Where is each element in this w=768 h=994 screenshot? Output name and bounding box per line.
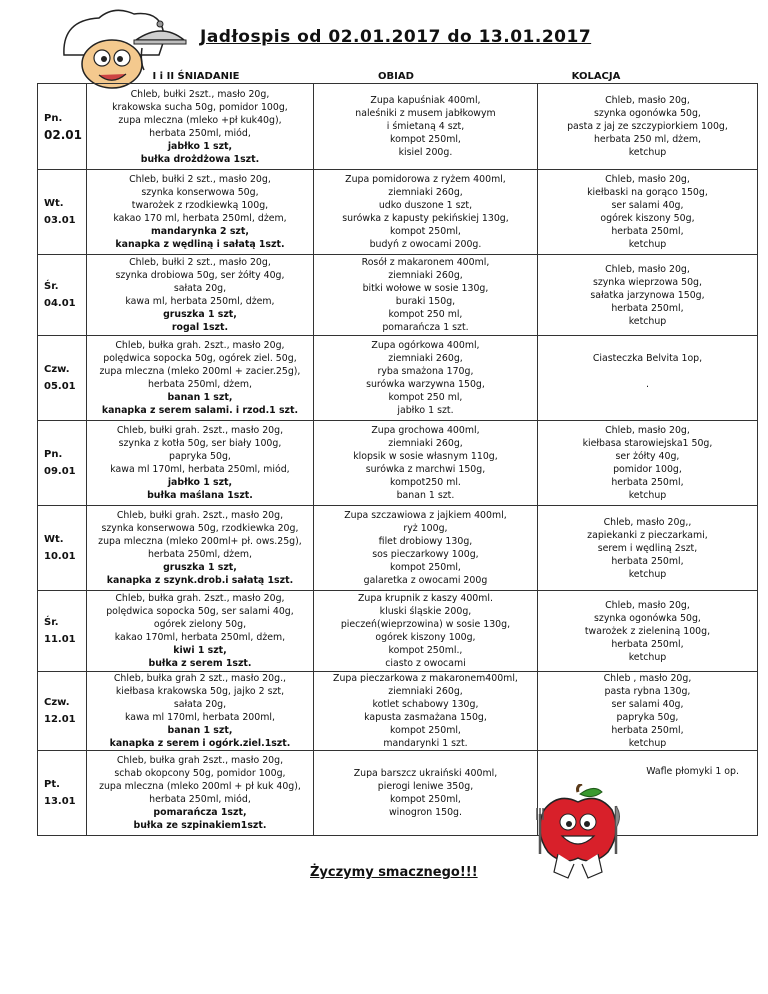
breakfast-cell bbox=[86, 255, 313, 336]
day-name: Wt. bbox=[44, 198, 64, 209]
day-date: 05.01 bbox=[44, 381, 76, 392]
dinner-line: zapiekanki z pieczarkami, bbox=[587, 529, 708, 541]
breakfast-line: kanapka z serem i ogórk.ziel.1szt. bbox=[109, 738, 291, 749]
day-row bbox=[38, 751, 758, 836]
lunch-line: ryż 100g, bbox=[403, 523, 448, 534]
day-row bbox=[38, 84, 758, 170]
day-cell bbox=[38, 751, 87, 836]
lunch-line: ogórek kiszony 100g, bbox=[375, 632, 476, 643]
breakfast-line: Chleb, bułki 2 szt., masło 20g, bbox=[129, 174, 271, 185]
day-cell bbox=[38, 672, 87, 751]
lunch-line: klopsik w sosie własnym 110g, bbox=[353, 451, 498, 462]
breakfast-line: polędwica sopocka 50g, ser salami 40g, bbox=[106, 606, 294, 617]
lunch-cell bbox=[313, 672, 537, 751]
day-row bbox=[38, 421, 758, 506]
lunch-line: Zupa ogórkowa 400ml, bbox=[371, 340, 480, 351]
dinner-line: . bbox=[645, 379, 649, 390]
lunch-cell bbox=[313, 751, 537, 836]
breakfast-cell bbox=[86, 336, 313, 421]
day-name: Wt. bbox=[44, 534, 64, 545]
lunch-line: surówka z kapusty pekińskiej 130g, bbox=[342, 213, 509, 224]
lunch-line: naleśniki z musem jabłkowym bbox=[355, 108, 496, 119]
dinner-cell bbox=[537, 672, 757, 751]
lunch-line: galaretka z owocami 200g bbox=[363, 575, 488, 586]
dinner-line: szynka ogonówka 50g, bbox=[594, 108, 701, 119]
breakfast-line: gruszka 1 szt, bbox=[163, 309, 237, 320]
lunch-line: kompot250 ml. bbox=[390, 477, 461, 488]
breakfast-line: Chleb, bułki grah. 2szt., masło 20g, bbox=[116, 510, 284, 521]
lunch-line: kompot 250ml, bbox=[390, 562, 461, 573]
dinner-line: ketchup bbox=[628, 315, 667, 327]
lunch-cell bbox=[313, 506, 537, 591]
day-row bbox=[38, 672, 758, 751]
breakfast-line: bułka z serem 1szt. bbox=[148, 658, 252, 669]
day-date: 03.01 bbox=[44, 215, 76, 226]
breakfast-line: gruszka 1 szt, bbox=[163, 562, 237, 573]
breakfast-line: pomarańcza 1szt, bbox=[153, 807, 247, 818]
footer-wish: Życzymy smacznego!!! bbox=[310, 865, 478, 880]
lunch-line: Zupa szczawiowa z jajkiem 400ml, bbox=[344, 510, 507, 521]
lunch-line: kisiel 200g. bbox=[398, 147, 453, 158]
breakfast-line: kakao 170ml, herbata 250ml, dżem, bbox=[114, 632, 286, 643]
breakfast-line: zupa mleczna (mleko 200ml + zacier.25g), bbox=[99, 366, 301, 377]
header-breakfast: I i II ŚNIADANIE bbox=[152, 71, 240, 82]
dinner-line: herbata 250ml, bbox=[611, 725, 684, 736]
lunch-line: pieczeń(wieprzowina) w sosie 130g, bbox=[340, 619, 511, 630]
lunch-line: ziemniaki 260g, bbox=[388, 353, 463, 364]
dinner-line: pasta z jaj ze szczypiorkiem 100g, bbox=[567, 121, 728, 132]
dinner-line: ser salami 40g, bbox=[611, 200, 684, 211]
breakfast-line: Chleb, bułki grah. 2szt., masło 20g, bbox=[116, 425, 284, 436]
breakfast-line: szynka konserwowa 50g, bbox=[141, 187, 259, 198]
lunch-line: ciasto z owocami bbox=[385, 658, 466, 669]
breakfast-line: kawa ml, herbata 250ml, dżem, bbox=[125, 296, 275, 307]
breakfast-line: Chleb, bułka grah 2szt., masło 20g, bbox=[116, 755, 284, 766]
dinner-cell bbox=[537, 506, 757, 591]
lunch-cell bbox=[313, 170, 537, 255]
dinner-line: ketchup bbox=[628, 239, 667, 250]
breakfast-cell bbox=[86, 84, 313, 170]
lunch-line: udko duszone 1 szt, bbox=[378, 200, 473, 211]
breakfast-line: kanapka z wędliną i sałatą 1szt. bbox=[115, 239, 285, 250]
dinner-cell bbox=[537, 421, 757, 506]
dinner-line: kiełbaski na gorąco 150g, bbox=[587, 187, 708, 198]
breakfast-cell bbox=[86, 751, 313, 836]
lunch-line: sos pieczarkowy 100g, bbox=[372, 549, 479, 560]
dinner-line: Chleb, masło 20g,, bbox=[603, 516, 692, 528]
breakfast-line: jabłko 1 szt, bbox=[167, 477, 233, 488]
breakfast-line: sałata 20g, bbox=[173, 283, 227, 294]
breakfast-line: ogórek zielony 50g, bbox=[153, 619, 247, 630]
breakfast-line: polędwica sopocka 50g, ogórek ziel. 50g, bbox=[103, 353, 297, 364]
dinner-line: herbata 250ml, bbox=[611, 477, 684, 488]
lunch-line: kompot 250ml., bbox=[388, 645, 463, 656]
breakfast-line: szynka konserwowa 50g, rzodkiewka 20g, bbox=[101, 523, 299, 534]
breakfast-line: Chleb, bułki 2szt., masło 20g, bbox=[130, 88, 270, 100]
dinner-line: ser żółty 40g, bbox=[615, 451, 680, 462]
lunch-line: kompot 250ml, bbox=[390, 134, 461, 145]
lunch-line: banan 1 szt. bbox=[396, 490, 455, 501]
breakfast-cell bbox=[86, 170, 313, 255]
lunch-line: kotlet schabowy 130g, bbox=[372, 699, 479, 710]
lunch-line: Rosół z makaronem 400ml, bbox=[361, 257, 490, 268]
day-row bbox=[38, 336, 758, 421]
dinner-line: herbata 250ml, bbox=[611, 555, 684, 567]
breakfast-line: Chleb, bułka grah. 2szt., masło 20g, bbox=[115, 593, 285, 604]
menu-table bbox=[37, 83, 758, 836]
lunch-line: jabłko 1 szt. bbox=[397, 405, 454, 416]
breakfast-cell bbox=[86, 421, 313, 506]
dinner-line: Ciasteczka Belvita 1op, bbox=[592, 353, 703, 364]
lunch-line: surówka warzywna 150g, bbox=[366, 379, 485, 390]
breakfast-line: krakowska sucha 50g, pomidor 100g, bbox=[112, 101, 288, 113]
lunch-line: pierogi leniwe 350g, bbox=[377, 781, 474, 792]
lunch-line: ziemniaki 260g, bbox=[388, 686, 463, 697]
dinner-line: herbata 250 ml, dżem, bbox=[593, 134, 701, 145]
day-cell bbox=[38, 255, 87, 336]
dinner-cell bbox=[537, 84, 757, 170]
breakfast-line: banan 1 szt, bbox=[167, 725, 233, 736]
day-name: Pt. bbox=[44, 779, 60, 790]
lunch-line: bitki wołowe w sosie 130g, bbox=[362, 283, 489, 294]
dinner-line: herbata 250ml, bbox=[611, 302, 684, 314]
lunch-line: Zupa pieczarkowa z makaronem400ml, bbox=[333, 673, 518, 684]
lunch-cell bbox=[313, 336, 537, 421]
day-cell bbox=[38, 336, 87, 421]
day-name: Pn. bbox=[44, 112, 63, 124]
lunch-cell bbox=[313, 591, 537, 672]
breakfast-cell bbox=[86, 672, 313, 751]
dinner-line: Chleb, masło 20g, bbox=[605, 425, 690, 436]
lunch-line: surówka z marchwi 150g, bbox=[365, 464, 486, 475]
breakfast-line: zupa mleczna (mleko 200ml+ pł. ows.25g), bbox=[98, 536, 302, 547]
breakfast-line: szynka drobiowa 50g, ser żółty 40g, bbox=[115, 270, 285, 281]
lunch-line: budyń z owocami 200g. bbox=[369, 239, 482, 250]
breakfast-line: schab okopcony 50g, pomidor 100g, bbox=[114, 768, 286, 779]
lunch-line: kompot 250ml, bbox=[390, 226, 461, 237]
lunch-line: Zupa kapuśniak 400ml, bbox=[370, 95, 481, 106]
day-name: Śr. bbox=[44, 617, 59, 628]
breakfast-line: kawa ml 170ml, herbata 250ml, miód, bbox=[110, 464, 290, 475]
breakfast-line: bułka drożdżowa 1szt. bbox=[140, 153, 260, 165]
day-cell bbox=[38, 506, 87, 591]
lunch-line: Zupa grochowa 400ml, bbox=[371, 425, 480, 436]
day-name: Czw. bbox=[44, 364, 70, 375]
dinner-line: ketchup bbox=[628, 147, 667, 158]
day-date: 02.01 bbox=[44, 127, 82, 142]
day-date: 13.01 bbox=[44, 796, 76, 807]
day-name: Pn. bbox=[44, 449, 63, 460]
lunch-line: ryba smażona 170g, bbox=[377, 366, 474, 377]
lunch-line: kompot 250ml, bbox=[390, 794, 461, 805]
lunch-cell bbox=[313, 421, 537, 506]
dinner-line: ketchup bbox=[628, 568, 667, 580]
breakfast-line: kanapka z szynk.drob.i sałatą 1szt. bbox=[106, 575, 294, 586]
breakfast-line: herbata 250ml, miód, bbox=[149, 127, 251, 139]
breakfast-line: Chleb, bułka grah 2 szt., masło 20g., bbox=[113, 673, 287, 684]
day-row bbox=[38, 506, 758, 591]
day-date: 11.01 bbox=[44, 634, 76, 645]
lunch-line: pomarańcza 1 szt. bbox=[382, 322, 469, 333]
day-cell bbox=[38, 170, 87, 255]
dinner-line: szynka ogonówka 50g, bbox=[594, 612, 701, 624]
breakfast-line: Chleb, bułka grah. 2szt., masło 20g, bbox=[115, 340, 285, 351]
header-lunch: OBIAD bbox=[378, 71, 414, 82]
breakfast-line: herbata 250ml, miód, bbox=[149, 794, 251, 805]
dinner-line bbox=[542, 365, 753, 378]
day-cell bbox=[38, 591, 87, 672]
lunch-line: kompot 250 ml, bbox=[388, 392, 463, 403]
dinner-line: herbata 250ml, bbox=[611, 638, 684, 650]
breakfast-line: papryka 50g, bbox=[169, 451, 231, 462]
breakfast-cell bbox=[86, 506, 313, 591]
breakfast-line: kiełbasa krakowska 50g, jajko 2 szt, bbox=[115, 686, 285, 697]
dinner-line: ketchup bbox=[628, 490, 667, 501]
breakfast-line: mandarynka 2 szt, bbox=[151, 226, 249, 237]
dinner-cell bbox=[537, 336, 757, 421]
dinner-cell bbox=[537, 591, 757, 672]
dinner-line: ogórek kiszony 50g, bbox=[600, 213, 695, 224]
breakfast-line: bułka maślana 1szt. bbox=[147, 490, 253, 501]
breakfast-line: zupa mleczna (mleko 200ml + pł kuk 40g), bbox=[99, 781, 301, 792]
lunch-line: kluski śląskie 200g, bbox=[379, 606, 472, 617]
breakfast-line: herbata 250ml, dżem, bbox=[147, 379, 252, 390]
breakfast-line: banan 1 szt, bbox=[167, 392, 233, 403]
breakfast-line: kiwi 1 szt, bbox=[173, 645, 227, 656]
breakfast-line: jabłko 1 szt, bbox=[167, 140, 233, 152]
breakfast-line: kawa ml 170ml, herbata 200ml, bbox=[124, 712, 275, 723]
breakfast-line: rogal 1szt. bbox=[171, 322, 229, 333]
breakfast-line: sałata 20g, bbox=[173, 699, 227, 710]
page-title: Jadłospis od 02.01.2017 do 13.01.2017 bbox=[200, 27, 592, 47]
dinner-line: pomidor 100g, bbox=[613, 464, 682, 475]
day-row bbox=[38, 255, 758, 336]
dinner-line: Chleb, masło 20g, bbox=[605, 95, 690, 106]
lunch-line: Zupa krupnik z kaszy 400ml. bbox=[357, 593, 493, 604]
lunch-cell bbox=[313, 84, 537, 170]
day-row bbox=[38, 591, 758, 672]
breakfast-line: szynka z kotła 50g, ser biały 100g, bbox=[118, 438, 282, 449]
day-date: 09.01 bbox=[44, 466, 76, 477]
day-name: Czw. bbox=[44, 697, 70, 708]
day-date: 12.01 bbox=[44, 714, 76, 725]
lunch-line: filet drobiowy 130g, bbox=[378, 536, 473, 547]
lunch-line: Zupa pomidorowa z ryżem 400ml, bbox=[345, 174, 506, 185]
day-date: 04.01 bbox=[44, 298, 76, 309]
dinner-line: Chleb, masło 20g, bbox=[605, 174, 690, 185]
lunch-line: winogron 150g. bbox=[388, 807, 462, 818]
breakfast-line: herbata 250ml, dżem, bbox=[147, 549, 252, 560]
day-date: 10.01 bbox=[44, 551, 76, 562]
lunch-line: kapusta zasmażana 150g, bbox=[364, 712, 487, 723]
day-row bbox=[38, 170, 758, 255]
dinner-line bbox=[542, 391, 753, 404]
dinner-line: papryka 50g, bbox=[616, 712, 679, 723]
dinner-line: Wafle płomyki 1 op. bbox=[646, 766, 739, 777]
dinner-line: twarożek z zieleniną 100g, bbox=[584, 625, 711, 637]
lunch-line: ziemniaki 260g, bbox=[388, 438, 463, 449]
lunch-line: mandarynki 1 szt. bbox=[383, 738, 468, 749]
lunch-line: Zupa barszcz ukraiński 400ml, bbox=[353, 768, 498, 779]
dinner-line: ser salami 40g, bbox=[611, 699, 684, 710]
lunch-cell bbox=[313, 255, 537, 336]
day-name: Śr. bbox=[44, 281, 59, 292]
lunch-line: ziemniaki 260g, bbox=[388, 187, 463, 198]
lunch-line: i śmietaną 4 szt, bbox=[386, 121, 465, 132]
lunch-line: buraki 150g, bbox=[395, 296, 456, 307]
dinner-cell bbox=[537, 170, 757, 255]
breakfast-line: kanapka z serem salami. i rzod.1 szt. bbox=[101, 405, 299, 416]
dinner-line: pasta rybna 130g, bbox=[604, 686, 691, 697]
apple-mascot-illustration bbox=[528, 784, 628, 884]
dinner-cell bbox=[537, 255, 757, 336]
breakfast-line: kakao 170 ml, herbata 250ml, dżem, bbox=[113, 213, 287, 224]
breakfast-line: twarożek z rzodkiewką 100g, bbox=[131, 200, 269, 211]
day-cell bbox=[38, 84, 87, 170]
dinner-line: ketchup bbox=[628, 738, 667, 749]
day-cell bbox=[38, 421, 87, 506]
dinner-line: szynka wieprzowa 50g, bbox=[592, 276, 702, 288]
lunch-line: ziemniaki 260g, bbox=[388, 270, 463, 281]
dinner-line: ketchup bbox=[628, 651, 667, 663]
lunch-line: kompot 250ml, bbox=[390, 725, 461, 736]
breakfast-line: zupa mleczna (mleko +pł kuk40g), bbox=[118, 114, 282, 126]
breakfast-cell bbox=[86, 591, 313, 672]
dinner-line: kiełbasa starowiejska1 50g, bbox=[582, 438, 713, 449]
lunch-line: kompot 250 ml, bbox=[388, 309, 463, 320]
dinner-line: sałatka jarzynowa 150g, bbox=[590, 289, 705, 301]
dinner-line: herbata 250ml, bbox=[611, 226, 684, 237]
breakfast-line: bułka ze szpinakiem1szt. bbox=[133, 820, 267, 831]
dinner-line: serem i wędliną 2szt, bbox=[597, 542, 698, 554]
dinner-line: Chleb, masło 20g, bbox=[605, 263, 690, 275]
dinner-line: Chleb , masło 20g, bbox=[603, 673, 692, 684]
dinner-line: Chleb, masło 20g, bbox=[605, 599, 690, 611]
header-dinner: KOLACJA bbox=[571, 71, 621, 82]
breakfast-line: Chleb, bułki 2 szt., masło 20g, bbox=[129, 257, 271, 268]
